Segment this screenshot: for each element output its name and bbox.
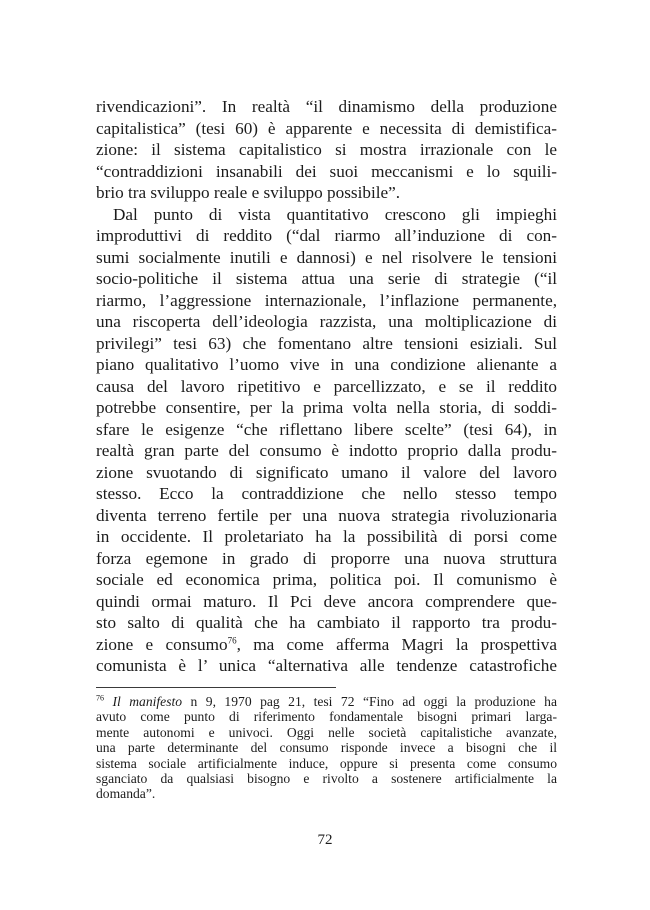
body-text bbox=[96, 96, 557, 677]
text-line: socio-politiche il sistema attua una serie di strategie (“il bbox=[96, 269, 557, 288]
text-line: causa del lavoro ripetitivo e parcellizzato, e se il reddito bbox=[96, 376, 557, 396]
text-line: improduttivi di reddito (“dal riarmo all’induzione di con- bbox=[96, 226, 557, 245]
text-line: “contraddizioni insanabili dei suoi meccanismi e lo squili- bbox=[96, 161, 557, 181]
footnote-line: sistema sociale artificialmente induce, oppure si presenta come consumo bbox=[96, 755, 557, 771]
text-line: quindi ormai maturo. Il Pci deve ancora comprendere que- bbox=[96, 591, 557, 611]
footnote-line bbox=[96, 694, 557, 709]
footnote-line: una parte determinante del consumo risponde invece a bisogni che il bbox=[96, 740, 557, 756]
text-line: potrebbe consentire, per la prima volta nella storia, di soddi- bbox=[96, 398, 557, 417]
text-line: sociale ed economica prima, politica poi. Il comunismo è bbox=[96, 570, 557, 589]
footnote-source-title: Il manifesto bbox=[112, 694, 183, 709]
footnote-line: mente autonomi e univoci. Oggi nelle società capitalistiche avanzate, bbox=[96, 724, 557, 740]
text-line: piano qualitativo l’uomo vive in una condizione alienante a bbox=[96, 355, 557, 374]
footnote-text: n 9, 1970 pag 21, tesi 72 “Fino ad oggi la produzione ha bbox=[182, 694, 557, 709]
footnote-line: avuto come punto di riferimento fondamentale bisogni primari larga- bbox=[96, 709, 557, 725]
text-line: stesso. Ecco la contraddizione che nello stesso tempo bbox=[96, 484, 557, 503]
text-line: Dal punto di vista quantitativo crescono gli impieghi bbox=[113, 204, 557, 224]
text-line: diventa terreno fertile per una nuova strategia rivoluzionaria bbox=[96, 505, 557, 525]
text-line: zione svuotando di significato umano il valore del lavoro bbox=[96, 462, 557, 482]
footnote-reference[interactable]: 76 bbox=[227, 634, 237, 645]
text-fragment: zione e consumo bbox=[96, 634, 228, 654]
footnote-line: domanda”. bbox=[96, 786, 156, 802]
text-line: brio tra sviluppo reale e sviluppo possibile”. bbox=[96, 183, 401, 202]
text-line: comunista è l’ unica “alternativa alle tendenze catastrofiche bbox=[96, 656, 557, 675]
text-line: realtà gran parte del consumo è indotto proprio dalla produ- bbox=[96, 441, 557, 460]
text-line: una riscoperta dell’ideologia razzista, una moltiplicazione di bbox=[96, 312, 557, 331]
footnote-separator bbox=[96, 687, 336, 688]
text-line: privilegi” tesi 63) che fomentano altre tensioni esiziali. Sul bbox=[96, 333, 557, 353]
text-line: forza egemone in grado di proporre una nuova struttura bbox=[96, 548, 557, 568]
footnote bbox=[96, 694, 557, 802]
text-line: in occidente. Il proletariato ha la possibilità di porsi come bbox=[96, 527, 557, 546]
text-fragment: , ma come afferma Magri la prospettiva bbox=[236, 634, 557, 654]
text-line: riarmo, l’aggressione internazionale, l’inflazione permanente, bbox=[96, 290, 557, 310]
text-line: rivendicazioni”. In realtà “il dinamismo della produzione bbox=[96, 97, 557, 116]
page-number: 72 bbox=[317, 832, 333, 848]
text-line: sfare le esigenze “che riflettano libere scelte” (tesi 64), in bbox=[96, 419, 557, 439]
footnote-line: sganciato da qualsiasi bisogno e rivolto a sostenere artificialmente la bbox=[96, 770, 557, 786]
text-line: sto salto di qualità che ha cambiato il rapporto tra produ- bbox=[96, 613, 557, 632]
footnote-number: 76 bbox=[96, 693, 104, 703]
text-line-with-footnote-ref bbox=[96, 634, 557, 656]
text-line: capitalistica” (tesi 60) è apparente e necessita di demistifica- bbox=[96, 118, 557, 138]
text-line: zione: il sistema capitalistico si mostra irrazionale con le bbox=[96, 140, 557, 159]
text-line: sumi socialmente inutili e dannosi) e nel risolvere le tensioni bbox=[96, 247, 557, 267]
